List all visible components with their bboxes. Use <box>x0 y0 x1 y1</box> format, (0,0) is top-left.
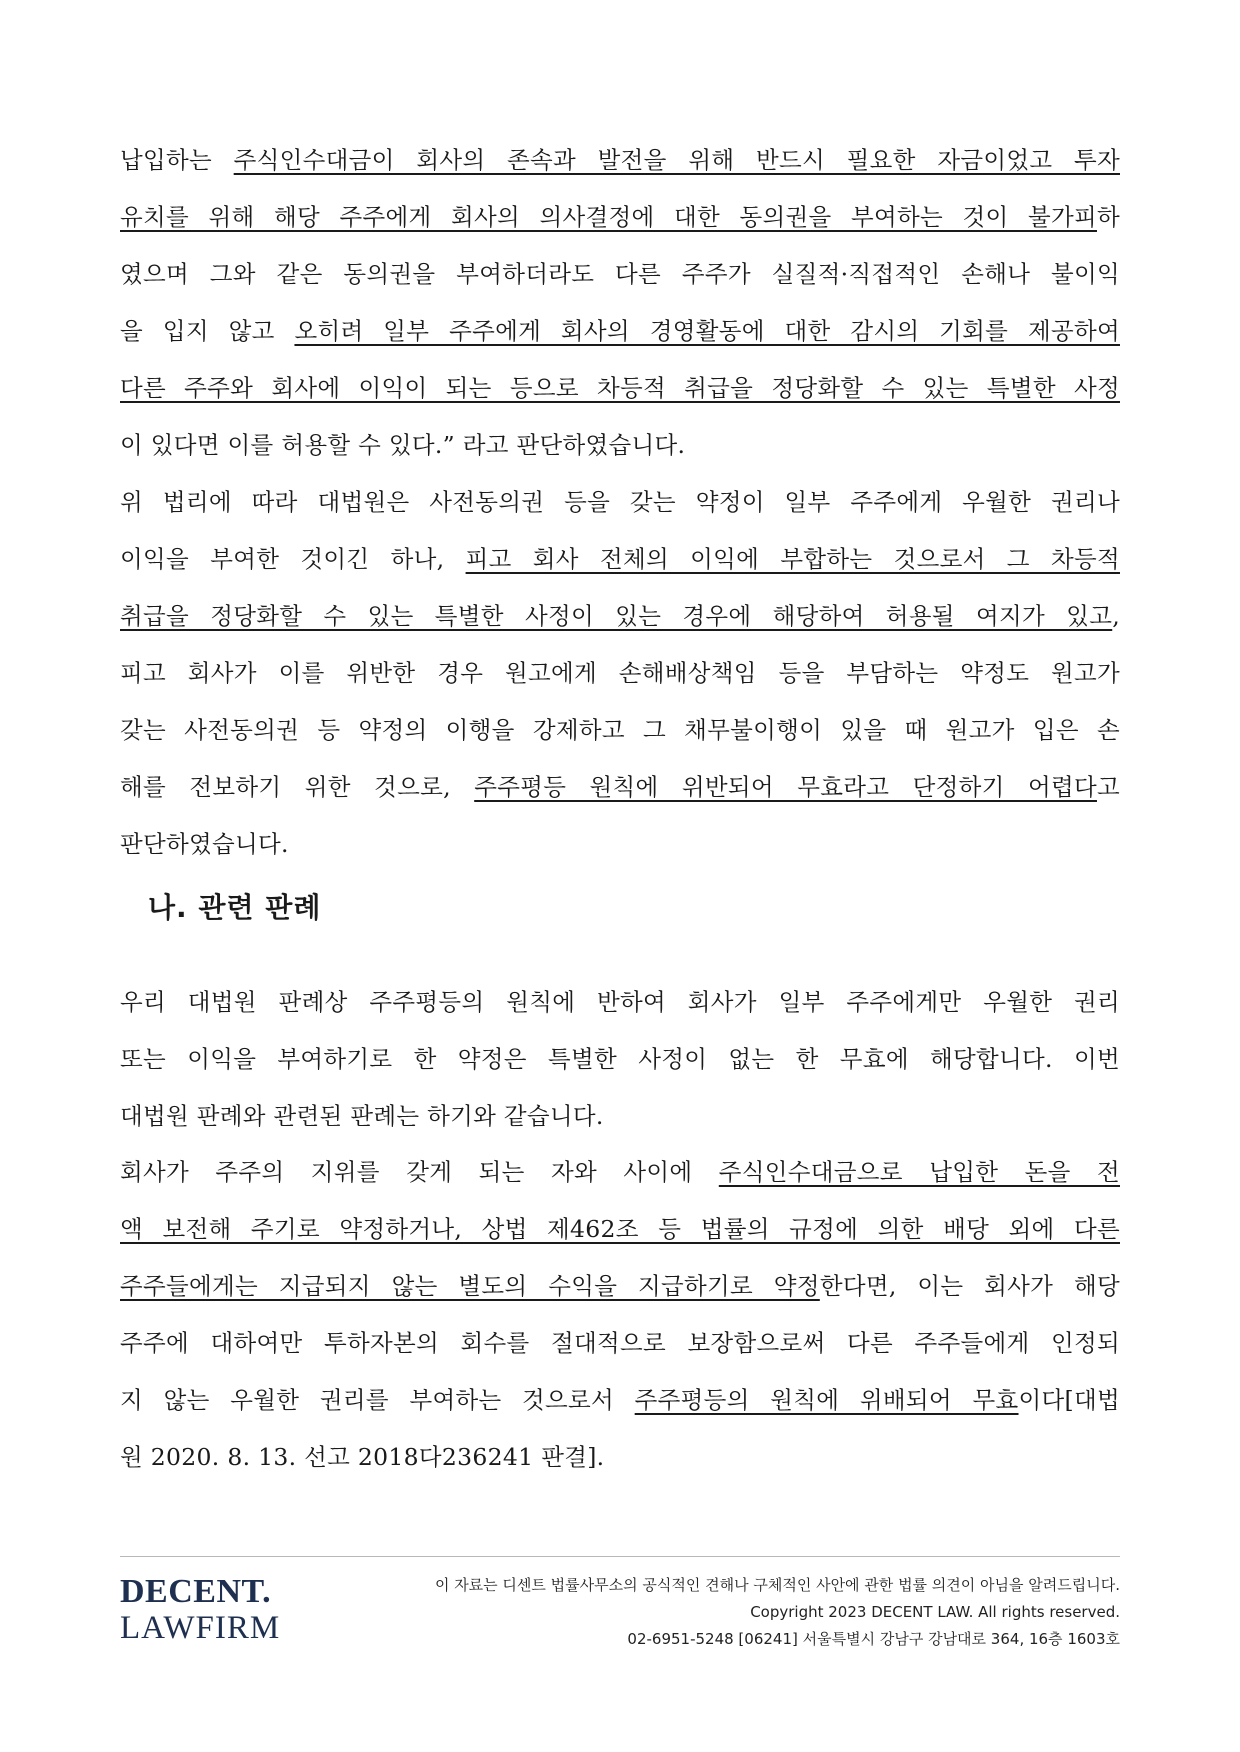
logo-text-decent: DECENT <box>120 1573 263 1610</box>
text-line <box>120 974 1120 1031</box>
text-line <box>120 645 1120 702</box>
text-segment: 해를 전보하기 위한 것으로, <box>120 773 475 801</box>
paragraph-1 <box>120 132 1120 474</box>
underlined-text: 유치를 위해 해당 주주에게 회사의 의사결정에 대한 동의권을 부여하는 것이 불가피 <box>120 203 1097 231</box>
text-segment: 우리 대법원 판례상 주주평등의 원칙에 반하여 회사가 일부 주주에게만 우월한 권리 <box>120 988 1120 1016</box>
text-segment: , <box>1112 602 1120 630</box>
logo-dot: . <box>262 1573 272 1610</box>
footer-copyright: Copyright 2023 DECENT LAW. All rights reserved. <box>750 1603 1120 1621</box>
underlined-text: 주주평등 원칙에 위반되어 무효라고 단정하기 어렵다 <box>474 773 1097 801</box>
text-line <box>120 303 1120 360</box>
text-line <box>120 1372 1120 1429</box>
underlined-text: 다른 주주와 회사에 이익이 되는 등으로 차등적 취급을 정당화할 수 있는 특별한 사정 <box>120 374 1120 402</box>
text-segment: 이다[대법 <box>1018 1386 1120 1414</box>
underlined-text: 취급을 정당화할 수 있는 특별한 사정이 있는 경우에 해당하여 허용될 여지가 있고 <box>120 602 1113 630</box>
text-line <box>120 816 1120 873</box>
text-line <box>120 1315 1120 1372</box>
text-segment: 대법원 판례와 관련된 판례는 하기와 같습니다. <box>120 1102 604 1130</box>
underlined-text: 주식인수대금이 회사의 존속과 발전을 위해 반드시 필요한 자금이었고 투자 <box>233 146 1120 174</box>
text-line <box>120 189 1120 246</box>
text-segment: 원 2020. 8. 13. 선고 2018다236241 판결]. <box>120 1443 605 1471</box>
underlined-text: 오히려 일부 주주에게 회사의 경영활동에 대한 감시의 기회를 제공하여 <box>294 317 1120 345</box>
text-segment: 한다면, 이는 회사가 해당 <box>819 1272 1120 1300</box>
text-segment: 하 <box>1096 203 1120 231</box>
text-line <box>120 1258 1120 1315</box>
text-segment: 주주에 대하여만 투하자본의 회수를 절대적으로 보장함으로써 다른 주주들에게 인정되 <box>120 1329 1120 1357</box>
paragraph-2 <box>120 474 1120 873</box>
text-line <box>120 474 1120 531</box>
text-line <box>120 531 1120 588</box>
text-segment: 또는 이익을 부여하기로 한 약정은 특별한 사정이 없는 한 무효에 해당합니다. 이번 <box>120 1045 1120 1073</box>
text-segment: 갖는 사전동의권 등 약정의 이행을 강제하고 그 채무불이행이 있을 때 원고가 입은 손 <box>120 716 1120 744</box>
text-segment: 을 입지 않고 <box>120 317 295 345</box>
text-segment: 였으며 그와 같은 동의권을 부여하더라도 다른 주주가 실질적·직접적인 손해나 불이익 <box>120 260 1120 288</box>
text-line <box>120 1201 1120 1258</box>
text-line <box>120 360 1120 417</box>
text-segment: 피고 회사가 이를 위반한 경우 원고에게 손해배상책임 등을 부담하는 약정도 원고가 <box>120 659 1120 687</box>
text-line <box>120 588 1120 645</box>
text-line <box>120 417 1120 474</box>
text-line <box>120 702 1120 759</box>
footer-contact: 02-6951-5248 [06241] 서울특별시 강남구 강남대로 364, 16층 1603호 <box>627 1630 1120 1648</box>
paragraph-3 <box>120 974 1120 1145</box>
underlined-text: 주주평등의 원칙에 위배되어 무효 <box>634 1386 1019 1414</box>
logo-text-lawfirm: LAWFIRM <box>120 1610 281 1646</box>
text-segment: 고 <box>1096 773 1120 801</box>
text-line <box>120 246 1120 303</box>
text-line <box>120 1144 1120 1201</box>
text-line <box>120 1429 1120 1486</box>
underlined-text: 액 보전해 주기로 약정하거나, 상법 제462조 등 법률의 규정에 의한 배당 외에 다른 <box>120 1215 1120 1243</box>
text-line <box>120 1088 1120 1145</box>
footer-divider <box>120 1556 1120 1557</box>
text-segment: 이 있다면 이를 허용할 수 있다.” 라고 판단하였습니다. <box>120 431 686 459</box>
underlined-text: 피고 회사 전체의 이익에 부합하는 것으로서 그 차등적 <box>465 545 1120 573</box>
text-line <box>120 1031 1120 1088</box>
section-heading: 나. 관련 판례 <box>148 891 322 924</box>
underlined-text: 주주들에게는 지급되지 않는 별도의 수익을 지급하기로 약정 <box>120 1272 820 1300</box>
text-line <box>120 132 1120 189</box>
text-segment: 판단하였습니다. <box>120 830 289 858</box>
paragraph-4 <box>120 1144 1120 1486</box>
underlined-text: 주식인수대금으로 납입한 돈을 전 <box>718 1158 1120 1186</box>
text-segment: 회사가 주주의 지위를 갖게 되는 자와 사이에 <box>120 1158 719 1186</box>
footer-disclaimer: 이 자료는 디센트 법률사무소의 공식적인 견해나 구체적인 사안에 관한 법률 의견이 아님을 알려드립니다. <box>434 1576 1120 1594</box>
text-line <box>120 759 1120 816</box>
text-segment: 납입하는 <box>120 146 234 174</box>
footer-info <box>435 1572 1120 1653</box>
text-segment: 이익을 부여한 것이긴 하나, <box>120 545 466 573</box>
text-segment: 위 법리에 따라 대법원은 사전동의권 등을 갖는 약정이 일부 주주에게 우월한 권리나 <box>120 488 1120 516</box>
text-segment: 지 않는 우월한 권리를 부여하는 것으로서 <box>120 1386 635 1414</box>
decent-lawfirm-logo <box>120 1574 280 1646</box>
